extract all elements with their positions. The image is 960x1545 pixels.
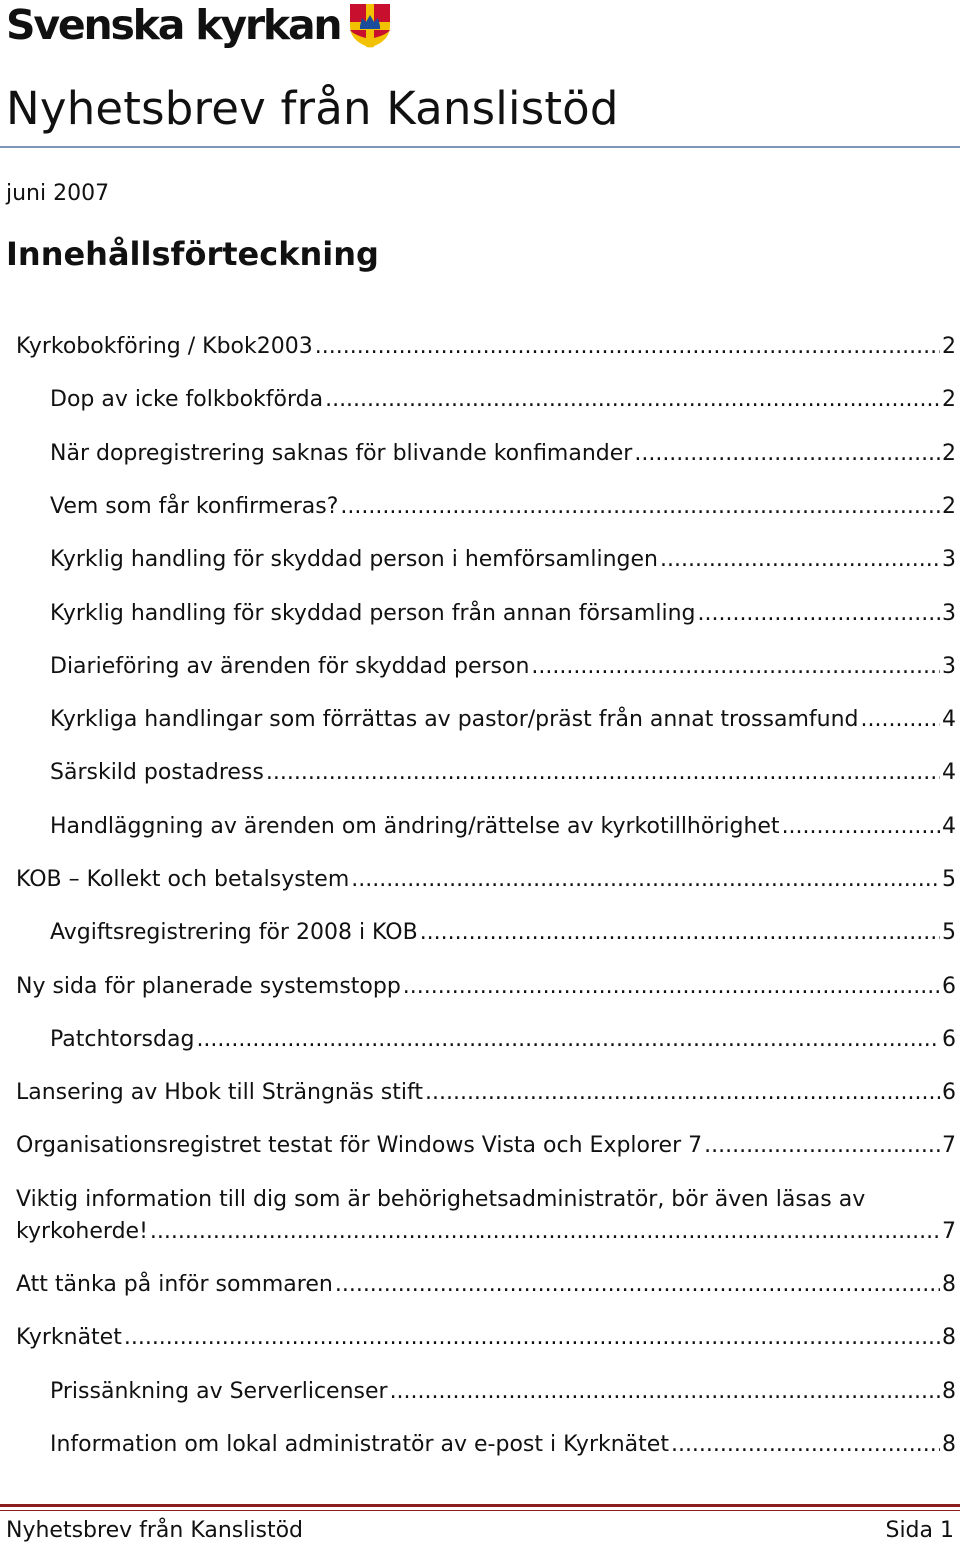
toc-dot-leader <box>390 1376 940 1408</box>
toc-page-number: 6 <box>942 1080 956 1105</box>
toc-dot-leader <box>124 1322 940 1354</box>
toc-page-number: 4 <box>942 760 956 785</box>
toc-heading: Innehållsförteckning <box>6 235 379 273</box>
toc-entry-text: Kyrkliga handlingar som förrättas av pastor/präst från annat trossamfund <box>50 707 859 732</box>
toc-entry-text: Diarieföring av ärenden för skyddad person <box>50 654 530 679</box>
toc-entry[interactable] <box>16 971 956 1003</box>
toc-page-number: 3 <box>942 601 956 626</box>
toc-entry[interactable] <box>50 384 956 416</box>
toc-dot-leader <box>150 1216 940 1248</box>
toc-dot-leader <box>782 811 940 843</box>
toc-entry[interactable] <box>50 811 956 843</box>
toc-page-number: 5 <box>942 867 956 892</box>
toc-page-number: 8 <box>942 1432 956 1457</box>
toc-page-number: 8 <box>942 1379 956 1404</box>
footer-title: Nyhetsbrev från Kanslistöd <box>6 1518 303 1543</box>
title-divider <box>0 146 960 148</box>
toc-dot-leader <box>697 598 940 630</box>
toc-entry-text: När dopregistrering saknas för blivande konfimander <box>50 441 633 466</box>
toc-dot-leader <box>340 491 940 523</box>
toc-dot-leader <box>420 917 940 949</box>
toc-page-number: 4 <box>942 814 956 839</box>
logo-wordmark: Svenska kyrkan <box>6 1 341 49</box>
toc-entry-text: Att tänka på inför sommaren <box>16 1272 333 1297</box>
toc-entry-text: Information om lokal administratör av e-post i Kyrknätet <box>50 1432 669 1457</box>
toc-dot-leader <box>704 1130 940 1162</box>
toc-page-number: 8 <box>942 1272 956 1297</box>
toc-entry[interactable] <box>16 1184 956 1248</box>
toc-dot-leader <box>860 704 940 736</box>
toc-entry-text: Kyrklig handling för skyddad person från annan församling <box>50 601 696 626</box>
toc-dot-leader <box>671 1429 940 1461</box>
toc-entry[interactable] <box>50 651 956 683</box>
toc-dot-leader <box>351 864 940 896</box>
church-crest-icon <box>348 2 392 48</box>
toc-entry[interactable] <box>16 1269 956 1301</box>
toc-entry[interactable] <box>50 438 956 470</box>
toc-entry[interactable] <box>16 1322 956 1354</box>
toc-page-number: 6 <box>942 1027 956 1052</box>
toc-entry-text: KOB – Kollekt och betalsystem <box>16 867 350 892</box>
toc-entry[interactable] <box>16 1077 956 1109</box>
svenska-kyrkan-logo <box>6 2 392 54</box>
toc-dot-leader <box>335 1269 940 1301</box>
toc-entry-text: Viktig information till dig som är behörighetsadministratör, bör även läsas av <box>16 1187 866 1212</box>
toc-entry-text: Prissänkning av Serverlicenser <box>50 1379 388 1404</box>
toc-entry[interactable] <box>16 331 956 363</box>
toc-dot-leader <box>196 1024 940 1056</box>
toc-dot-leader <box>266 757 940 789</box>
toc-entry[interactable] <box>50 1376 956 1408</box>
toc-entry-text: Ny sida för planerade systemstopp <box>16 974 401 999</box>
toc-dot-leader <box>315 331 940 363</box>
toc-page-number: 5 <box>942 920 956 945</box>
toc-entry[interactable] <box>50 598 956 630</box>
toc-page-number: 3 <box>942 547 956 572</box>
issue-date: juni 2007 <box>6 181 110 206</box>
toc-dot-leader <box>403 971 940 1003</box>
toc-entry-text: Patchtorsdag <box>50 1027 195 1052</box>
toc-dot-leader <box>531 651 940 683</box>
toc-entry-text: Handläggning av ärenden om ändring/rättelse av kyrkotillhörighet <box>50 814 780 839</box>
toc-entry-text: Särskild postadress <box>50 760 264 785</box>
toc-page-number: 8 <box>942 1325 956 1350</box>
toc-page-number: 2 <box>942 494 956 519</box>
toc-dot-leader <box>425 1077 940 1109</box>
toc-entry-text: Vem som får konfirmeras? <box>50 494 339 519</box>
toc-entry-text: Dop av icke folkbokförda <box>50 387 324 412</box>
toc-entry-text: Organisationsregistret testat för Windows Vista och Explorer 7 <box>16 1133 703 1158</box>
toc-entry[interactable] <box>16 1130 956 1162</box>
toc-entry[interactable] <box>50 704 956 736</box>
toc-page-number: 6 <box>942 974 956 999</box>
toc-entry[interactable] <box>50 491 956 523</box>
footer-divider-thick <box>0 1504 960 1507</box>
toc-dot-leader <box>634 438 940 470</box>
page-title: Nyhetsbrev från Kanslistöd <box>6 82 619 135</box>
toc-dot-leader <box>660 544 940 576</box>
toc-entry[interactable] <box>50 1429 956 1461</box>
toc-entry[interactable] <box>50 917 956 949</box>
toc-entry-text: Kyrkobokföring / Kbok2003 <box>16 334 313 359</box>
toc-page-number: 3 <box>942 654 956 679</box>
toc-page-number: 2 <box>942 334 956 359</box>
toc-page-number: 2 <box>942 441 956 466</box>
toc-entry-text: Kyrklig handling för skyddad person i hemförsamlingen <box>50 547 658 572</box>
toc-entry-text: Kyrknätet <box>16 1325 122 1350</box>
toc-entry-text: Lansering av Hbok till Strängnäs stift <box>16 1080 423 1105</box>
toc-entry[interactable] <box>50 757 956 789</box>
toc-page-number: 2 <box>942 387 956 412</box>
toc-entry-text: Avgiftsregistrering för 2008 i KOB <box>50 920 418 945</box>
toc-entry[interactable] <box>50 544 956 576</box>
toc-entry[interactable] <box>16 864 956 896</box>
footer-page-number: Sida 1 <box>885 1518 954 1543</box>
toc-entry-text-continued: kyrkoherde! <box>16 1219 148 1244</box>
toc-page-number: 7 <box>942 1219 956 1244</box>
toc-dot-leader <box>325 384 940 416</box>
toc-page-number: 7 <box>942 1133 956 1158</box>
footer-divider-thin <box>0 1510 960 1511</box>
toc-page-number: 4 <box>942 707 956 732</box>
toc-entry[interactable] <box>50 1024 956 1056</box>
